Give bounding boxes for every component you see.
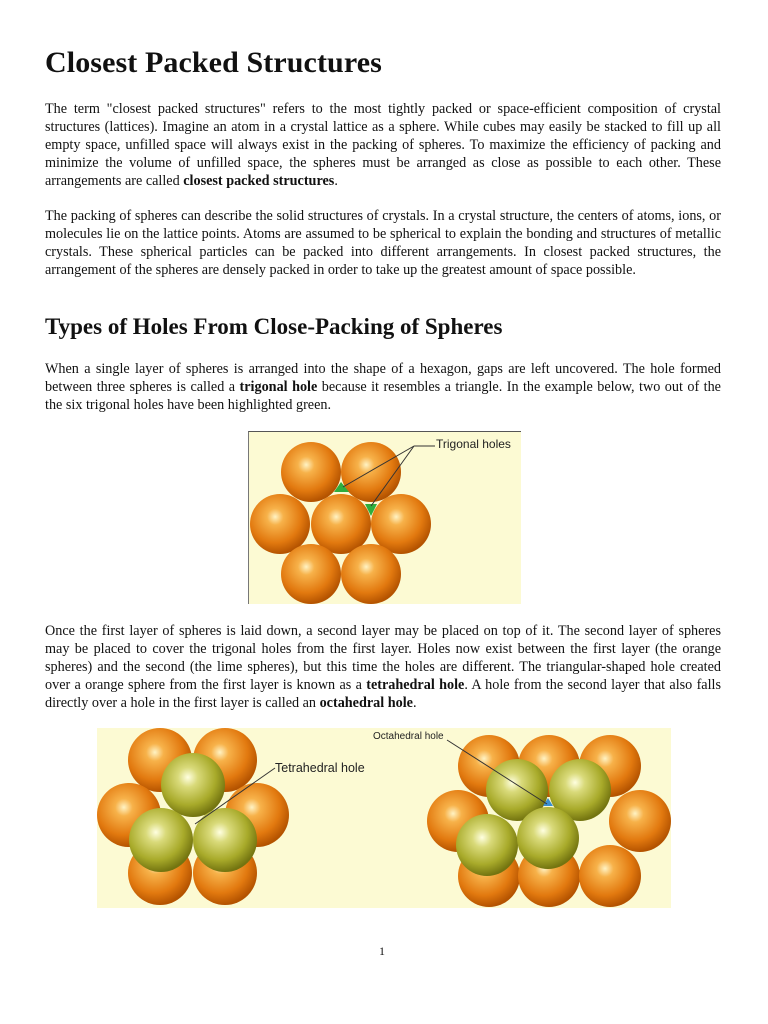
second-layer-text: Once the first layer of spheres is laid down, a second layer may be placed on top of it. The second layer of spheres may be placed to cover the trigonal holes from the first layer. Holes now exist between the first layer (the orange spheres) and the second (the lime spheres), but this time the holes are different. The triangular-shaped hole created over a orange sphere from the first layer is known as a (45, 623, 721, 693)
trigonal-text-end: because it resembles a triangle. In the example below, two out of the the six trigonal holes have been highlighted green. (45, 379, 721, 413)
intro-period: . (334, 173, 338, 189)
term-trigonal-hole: trigonal hole (239, 379, 318, 395)
orange-sphere (579, 845, 641, 907)
trigonal-holes-figure (248, 431, 521, 604)
trigonal-holes-label: Trigonal holes (436, 437, 511, 451)
tetrahedral-hole-label: Tetrahedral hole (275, 761, 365, 775)
sphere (371, 494, 431, 554)
tetrahedral-octahedral-figure (97, 728, 671, 908)
sphere (341, 544, 401, 604)
two-layer-diagram (97, 728, 671, 908)
term-octahedral-hole: octahedral hole (319, 695, 413, 711)
lime-sphere (193, 808, 257, 872)
sphere (281, 544, 341, 604)
lime-sphere (129, 808, 193, 872)
packing-paragraph: The packing of spheres can describe the solid structures of crystals. In a crystal structure, the centers of atoms, ions, or molecules lie on the lattice points. Atoms are assumed to be spherical to explain the bonding and structures of metallic crystals. These spherical particles can be packed into different arrangements. In closest packed structures, the arrangement of the spheres are densely packed in order to take up the greatest amount of space possible. (45, 208, 721, 278)
tetrahedral-example (97, 728, 289, 905)
lime-sphere (456, 814, 518, 876)
page-number: 1 (379, 944, 385, 958)
term-closest-packed: closest packed structures (183, 173, 335, 189)
second-layer-text-mid: . A hole from the second layer that also falls directly over a hole in the first layer is called an (45, 677, 721, 711)
second-layer-period: . (412, 695, 417, 711)
sphere (311, 494, 371, 554)
section-heading: Types of Holes From Close-Packing of Spheres (45, 314, 503, 339)
intro-paragraph (45, 100, 721, 190)
sphere (281, 442, 341, 502)
orange-spheres (250, 442, 431, 604)
sphere (341, 442, 401, 502)
intro-text: The term "closest packed structures" refers to the most tightly packed or space-efficient composition of crystal structures (lattices). Imagine an atom in a crystal lattice as a sphere. While cubes may easily be stacked to fill up all empty space, unfilled space will always exist in the packing of spheres. To maximize the efficiency of packing and minimize the volume of unfilled space, the spheres must be arranged as close as possible to each other. These arrangements are called (45, 101, 721, 189)
term-tetrahedral-hole: tetrahedral hole (366, 677, 465, 693)
lime-sphere (517, 807, 579, 869)
trigonal-holes-diagram (249, 432, 521, 604)
octahedral-hole-label: Octahedral hole (373, 731, 444, 742)
octahedral-example (427, 735, 671, 907)
sphere (250, 494, 310, 554)
lime-sphere (161, 753, 225, 817)
page-title: Closest Packed Structures (45, 46, 382, 79)
second-layer-paragraph (45, 622, 721, 712)
orange-sphere (609, 790, 671, 852)
trigonal-text: When a single layer of spheres is arranged into the shape of a hexagon, gaps are left uncovered. The hole formed between three spheres is called a (45, 361, 721, 395)
trigonal-paragraph (45, 360, 721, 414)
